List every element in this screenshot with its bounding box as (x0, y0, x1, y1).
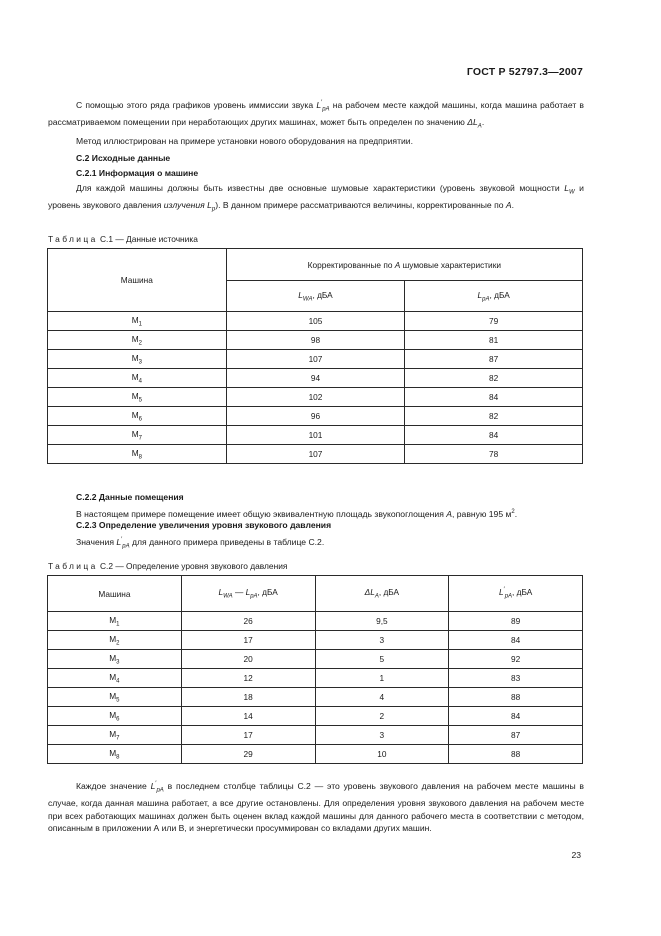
table-row (48, 369, 583, 388)
machine-cell: $М_4$ (48, 369, 227, 388)
table2-header-machine: Машина (48, 576, 182, 612)
table-row (48, 331, 583, 350)
section-c21-heading: С.2.1 Информация о машине (76, 168, 199, 178)
machine-cell: $М_6$ (48, 707, 182, 726)
machine-cell: $М_8$ (48, 745, 182, 764)
table-row (48, 669, 583, 688)
table-row (48, 726, 583, 745)
lpa-cell: 84 (449, 631, 583, 650)
machine-cell: $М_7$ (48, 426, 227, 445)
dla-cell: 3 (315, 631, 449, 650)
dla-cell: 10 (315, 745, 449, 764)
machine-cell: $М_5$ (48, 688, 182, 707)
lpa-cell: 82 (405, 369, 583, 388)
dla-cell: 2 (315, 707, 449, 726)
diff-cell: 17 (181, 631, 315, 650)
lwa-cell: 107 (226, 350, 405, 369)
machine-cell: $М_4$ (48, 669, 182, 688)
dla-cell: 3 (315, 726, 449, 745)
intro-paragraph-2: Метод иллюстрирован на примере установки нового оборудования на предприятии. (76, 136, 413, 146)
lwa-cell: 101 (226, 426, 405, 445)
dla-cell: 9,5 (315, 612, 449, 631)
lpa-cell: 82 (405, 407, 583, 426)
diff-cell: 18 (181, 688, 315, 707)
table-row (48, 612, 583, 631)
table-row (48, 745, 583, 764)
machine-cell: $М_7$ (48, 726, 182, 745)
diff-cell: 14 (181, 707, 315, 726)
diff-cell: 12 (181, 669, 315, 688)
table1-caption: Таблица С.1 — Данные источника (48, 234, 198, 244)
document-code: ГОСТ Р 52797.3—2007 (466, 66, 583, 78)
lwa-cell: 96 (226, 407, 405, 426)
table-row (48, 688, 583, 707)
table1-header-machine: Машина (48, 249, 227, 312)
lpa-cell: 84 (449, 707, 583, 726)
section-c21-text: Для каждой машины должны быть известны две основные шумовые характеристики (уровень звуковой мощности $L_W$ и уровень звукового давления излучения $L_p$). В данном примере рассматриваются величины, корректированные по А. (48, 183, 584, 214)
section-c2-heading: С.2 Исходные данные (76, 153, 171, 163)
machine-cell: $М_6$ (48, 407, 227, 426)
table-row (48, 426, 583, 445)
machine-cell: $М_5$ (48, 388, 227, 407)
dla-cell: 4 (315, 688, 449, 707)
section-c23-heading: С.2.3 Определение увеличения уровня звукового давления (76, 520, 332, 530)
lpa-cell: 89 (449, 612, 583, 631)
lpa-cell: 87 (449, 726, 583, 745)
table-row (48, 407, 583, 426)
lpa-cell: 81 (405, 331, 583, 350)
lwa-cell: 102 (226, 388, 405, 407)
lwa-cell: 105 (226, 312, 405, 331)
table2-header-diff: $L_{WA}$ — $L_{pA}$, дБА (181, 576, 315, 612)
diff-cell: 20 (181, 650, 315, 669)
table2-header-dla: $\Delta L_A$, дБА (315, 576, 449, 612)
lpa-cell: 88 (449, 688, 583, 707)
section-c22-text: В настоящем примере помещение имеет общую эквивалентную площадь звукопоглощения А, равную 195 $м^2$. (76, 508, 518, 519)
page-number: 23 (571, 850, 581, 860)
lpa-cell: 78 (405, 445, 583, 464)
table-row (48, 445, 583, 464)
table2-caption: Таблица С.2 — Определение уровня звукового давления (48, 561, 288, 571)
section-c22-heading: С.2.2 Данные помещения (76, 492, 184, 502)
table1-source-data (47, 248, 583, 464)
machine-cell: $М_1$ (48, 312, 227, 331)
dla-cell: 1 (315, 669, 449, 688)
diff-cell: 17 (181, 726, 315, 745)
table1-header-lwa: $L_{WA}$, дБА (226, 281, 405, 312)
machine-cell: $М_1$ (48, 612, 182, 631)
machine-cell: $М_3$ (48, 650, 182, 669)
lpa-cell: 79 (405, 312, 583, 331)
table-row (48, 312, 583, 331)
closing-paragraph: Каждое значение $L'_{pA}$ в последнем столбце таблицы С.2 — это уровень звукового давления на рабочем месте машины в случае, когда данная машина работает, а все другие остановлены. Для определения уровня звукового давления на рабочем месте при всех работающих машинах должен быть оценен вклад каждой машины для данного рабочего места в соответствии с методом, описанным в приложении А или В, и энергетически просуммирован со вкладами других машин. (48, 780, 584, 834)
table-row (48, 350, 583, 369)
lpa-cell: 84 (405, 388, 583, 407)
machine-cell: $М_8$ (48, 445, 227, 464)
machine-cell: $М_2$ (48, 631, 182, 650)
lpa-cell: 88 (449, 745, 583, 764)
machine-cell: $М_3$ (48, 350, 227, 369)
machine-cell: $М_2$ (48, 331, 227, 350)
table1-header-group: Корректированные по А шумовые характеристики (226, 249, 582, 281)
table-row (48, 388, 583, 407)
dla-cell: 5 (315, 650, 449, 669)
table2-header-lpa: $L'_{pA}$, дБА (449, 576, 583, 612)
lwa-cell: 107 (226, 445, 405, 464)
section-c23-text: Значения $L'_{pA}$ для данного примера приведены в таблице С.2. (76, 536, 325, 550)
intro-paragraph-1: С помощью этого ряда графиков уровень иммиссии звука $L'_{pA}$ на рабочем месте каждой машины, когда машина работает в рассматриваемом помещении при неработающих других машинах, может быть определен по значению $\Delta L_A$. (48, 99, 584, 130)
lpa-cell: 87 (405, 350, 583, 369)
diff-cell: 29 (181, 745, 315, 764)
lwa-cell: 98 (226, 331, 405, 350)
table-row (48, 650, 583, 669)
table-row (48, 707, 583, 726)
table2-sound-pressure (47, 575, 583, 764)
diff-cell: 26 (181, 612, 315, 631)
table-row (48, 631, 583, 650)
lpa-cell: 92 (449, 650, 583, 669)
lpa-cell: 84 (405, 426, 583, 445)
lwa-cell: 94 (226, 369, 405, 388)
table1-header-lpa: $L_{pA}$, дБА (405, 281, 583, 312)
lpa-cell: 83 (449, 669, 583, 688)
